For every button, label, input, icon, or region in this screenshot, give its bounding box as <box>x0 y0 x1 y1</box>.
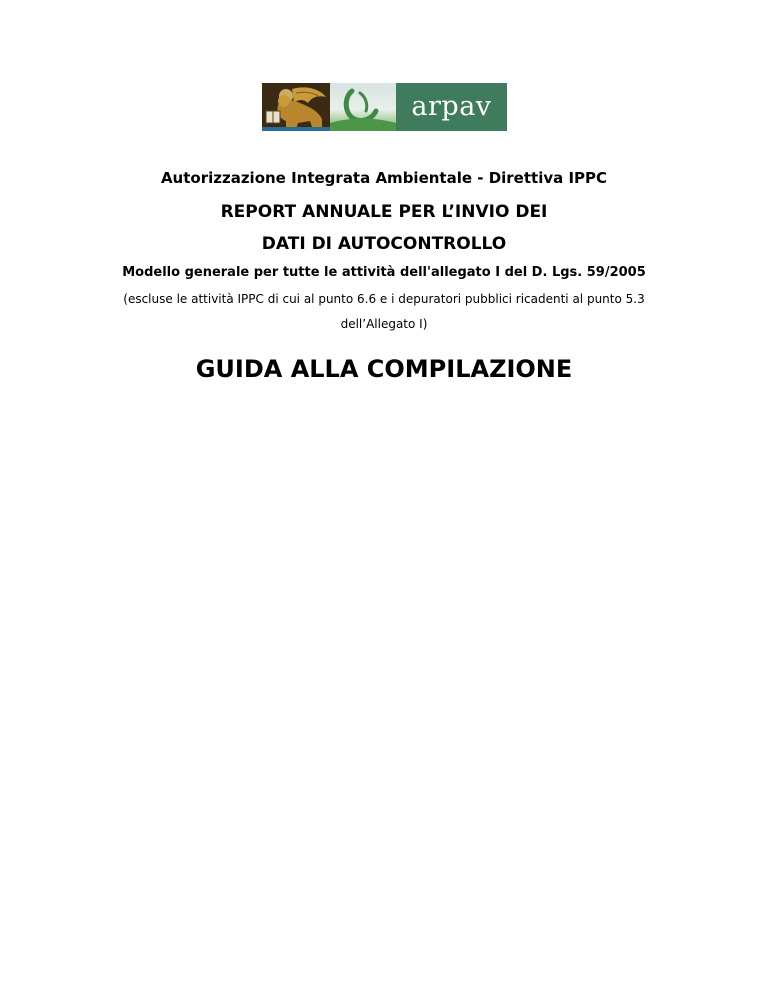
arpav-wordmark <box>396 83 507 131</box>
arpav-mark-icon <box>330 83 396 131</box>
arpav-wordmark-text: arpav <box>411 90 492 122</box>
exclusion-note-line-1: (escluse le attività IPPC di cui al punto 6.6 e i depuratori pubblici ricadenti al punto 5.3 <box>123 292 645 306</box>
lion-of-saint-mark-icon <box>262 83 330 131</box>
arpav-logo <box>262 83 507 131</box>
report-title-line-2: DATI DI AUTOCONTROLLO <box>261 234 507 254</box>
guide-title: GUIDA ALLA COMPILAZIONE <box>195 355 573 383</box>
report-title-line-1: REPORT ANNUALE PER L’INVIO DEI <box>220 202 548 222</box>
exclusion-note-line-2: dell’Allegato I) <box>340 317 428 331</box>
model-description: Modello generale per tutte le attività dell'allegato I del D. Lgs. 59/2005 <box>122 265 646 280</box>
document-header: Autorizzazione Integrata Ambientale - Direttiva IPPC <box>160 169 608 187</box>
